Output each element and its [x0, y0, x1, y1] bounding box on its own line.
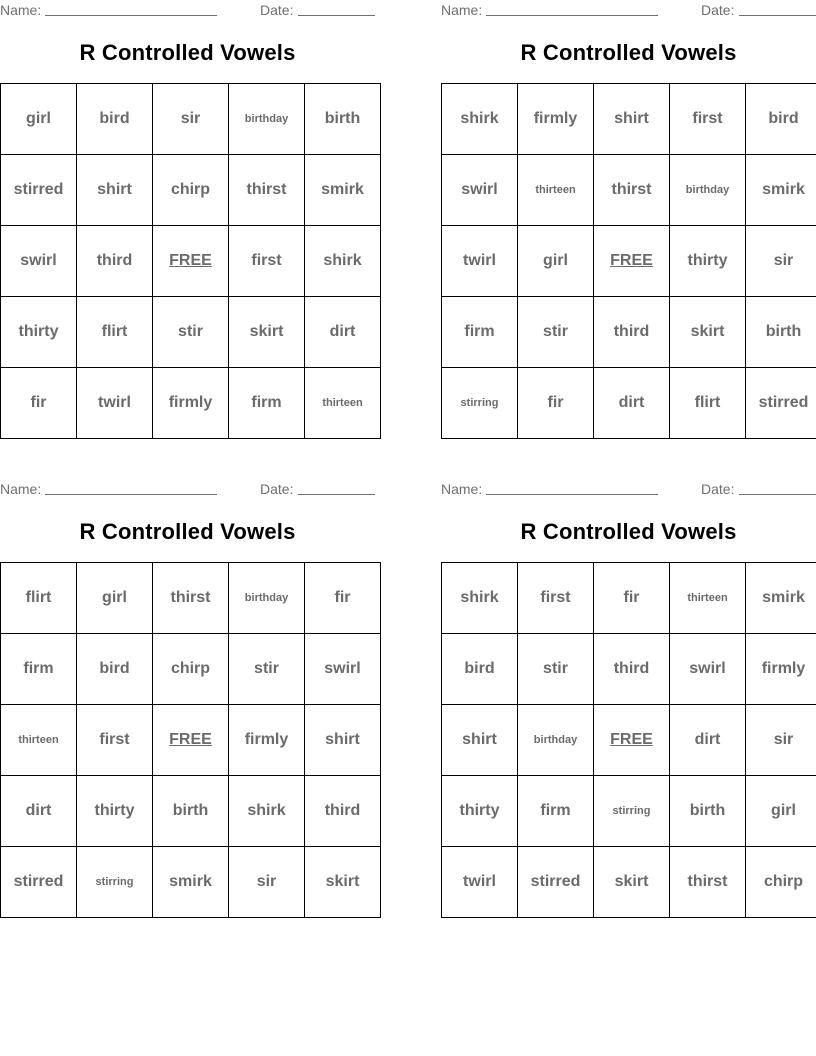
name-label: Name:	[441, 2, 483, 18]
card-title: R Controlled Vowels	[520, 519, 737, 544]
name-field[interactable]	[486, 494, 658, 495]
bingo-grid	[0, 562, 381, 918]
date-label: Date:	[260, 2, 294, 18]
date-field[interactable]	[298, 494, 375, 495]
bingo-card-3	[0, 479, 375, 890]
grid-row	[442, 226, 816, 297]
word-cell[interactable]: bird	[77, 84, 153, 155]
word-cell[interactable]: smirk	[746, 155, 816, 226]
grid-row	[442, 705, 816, 776]
word-cell[interactable]: birth	[746, 297, 816, 368]
word-cell[interactable]: firmly	[518, 84, 594, 155]
word-cell[interactable]: girl	[518, 226, 594, 297]
word-cell[interactable]: thirteen	[1, 705, 77, 776]
word-cell[interactable]: dirt	[594, 368, 670, 439]
word-cell[interactable]: bird	[442, 634, 518, 705]
word-cell[interactable]: thirst	[594, 155, 670, 226]
card-header	[0, 479, 375, 501]
word-cell[interactable]: first	[670, 84, 746, 155]
word-cell[interactable]: thirty	[1, 297, 77, 368]
name-field[interactable]	[45, 15, 217, 16]
word-cell[interactable]: shirk	[229, 776, 305, 847]
word-cell[interactable]: birth	[305, 84, 381, 155]
word-cell[interactable]: sir	[153, 84, 229, 155]
word-cell[interactable]: skirt	[305, 847, 381, 918]
name-label: Name:	[441, 481, 483, 497]
word-cell[interactable]: smirk	[746, 563, 816, 634]
card-title: R Controlled Vowels	[79, 40, 296, 65]
grid-row	[1, 297, 381, 368]
card-title: R Controlled Vowels	[520, 40, 737, 65]
word-cell[interactable]: firm	[518, 776, 594, 847]
word-cell[interactable]: birthday	[670, 155, 746, 226]
name-field[interactable]	[45, 494, 217, 495]
grid-row	[1, 226, 381, 297]
grid-row	[442, 155, 816, 226]
word-cell[interactable]: shirt	[442, 705, 518, 776]
word-cell[interactable]: birthday	[518, 705, 594, 776]
word-cell[interactable]: birthday	[229, 84, 305, 155]
name-label: Name:	[0, 481, 42, 497]
word-cell[interactable]: dirt	[1, 776, 77, 847]
word-cell[interactable]: sir	[229, 847, 305, 918]
word-cell[interactable]: stir	[518, 297, 594, 368]
word-cell[interactable]: firm	[1, 634, 77, 705]
grid-row	[1, 634, 381, 705]
word-cell[interactable]: bird	[746, 84, 816, 155]
word-cell[interactable]: stir	[229, 634, 305, 705]
word-cell[interactable]: firmly	[746, 634, 816, 705]
word-cell[interactable]: skirt	[229, 297, 305, 368]
word-cell[interactable]: girl	[77, 563, 153, 634]
grid-row	[442, 368, 816, 439]
bingo-card-1	[0, 0, 375, 411]
word-cell[interactable]: first	[77, 705, 153, 776]
bingo-card-4	[441, 479, 816, 890]
name-label: Name:	[0, 2, 42, 18]
word-cell[interactable]: thirty	[442, 776, 518, 847]
word-cell[interactable]: shirk	[305, 226, 381, 297]
word-cell[interactable]: first	[518, 563, 594, 634]
card-header	[441, 0, 816, 22]
word-cell[interactable]: firm	[229, 368, 305, 439]
word-cell[interactable]: smirk	[153, 847, 229, 918]
word-cell[interactable]: shirk	[442, 563, 518, 634]
card-header	[0, 0, 375, 22]
word-cell[interactable]: third	[305, 776, 381, 847]
word-cell[interactable]: stir	[153, 297, 229, 368]
free-space-cell[interactable]: FREE	[594, 226, 670, 297]
word-cell[interactable]: twirl	[442, 226, 518, 297]
card-title: R Controlled Vowels	[79, 519, 296, 544]
word-cell[interactable]: sir	[746, 705, 816, 776]
word-cell[interactable]: stirred	[518, 847, 594, 918]
date-label: Date:	[701, 481, 735, 497]
word-cell[interactable]: dirt	[305, 297, 381, 368]
word-cell[interactable]: birth	[153, 776, 229, 847]
word-cell[interactable]: stir	[518, 634, 594, 705]
word-cell[interactable]: flirt	[670, 368, 746, 439]
free-space-cell[interactable]: FREE	[153, 226, 229, 297]
date-label: Date:	[701, 2, 735, 18]
bingo-card-2	[441, 0, 816, 411]
word-cell[interactable]: stirred	[1, 155, 77, 226]
grid-row	[442, 297, 816, 368]
word-cell[interactable]: swirl	[1, 226, 77, 297]
word-cell[interactable]: thirst	[229, 155, 305, 226]
word-cell[interactable]: birthday	[229, 563, 305, 634]
word-cell[interactable]: shirk	[442, 84, 518, 155]
grid-row	[442, 776, 816, 847]
word-cell[interactable]: firmly	[229, 705, 305, 776]
word-cell[interactable]: swirl	[670, 634, 746, 705]
grid-row	[442, 847, 816, 918]
word-cell[interactable]: first	[229, 226, 305, 297]
word-cell[interactable]: shirt	[77, 155, 153, 226]
word-cell[interactable]: chirp	[746, 847, 816, 918]
word-cell[interactable]: dirt	[670, 705, 746, 776]
word-cell[interactable]: stirred	[746, 368, 816, 439]
free-space-cell[interactable]: FREE	[153, 705, 229, 776]
grid-row	[442, 634, 816, 705]
bingo-grid	[441, 562, 816, 918]
word-cell[interactable]: bird	[77, 634, 153, 705]
word-cell[interactable]: flirt	[1, 563, 77, 634]
word-cell[interactable]: girl	[1, 84, 77, 155]
word-cell[interactable]: fir	[518, 368, 594, 439]
name-field[interactable]	[486, 15, 658, 16]
word-cell[interactable]: thirty	[670, 226, 746, 297]
word-cell[interactable]: chirp	[153, 155, 229, 226]
word-cell[interactable]: sir	[746, 226, 816, 297]
grid-row	[1, 776, 381, 847]
word-cell[interactable]: shirt	[305, 705, 381, 776]
word-cell[interactable]: skirt	[594, 847, 670, 918]
word-cell[interactable]: stirring	[594, 776, 670, 847]
word-cell[interactable]: swirl	[442, 155, 518, 226]
word-cell[interactable]: fir	[1, 368, 77, 439]
card-header	[441, 479, 816, 501]
date-field[interactable]	[739, 15, 816, 16]
word-cell[interactable]: thirty	[77, 776, 153, 847]
word-cell[interactable]: shirt	[594, 84, 670, 155]
word-cell[interactable]: fir	[594, 563, 670, 634]
word-cell[interactable]: smirk	[305, 155, 381, 226]
word-cell[interactable]: stirring	[77, 847, 153, 918]
word-cell[interactable]: thirst	[670, 847, 746, 918]
grid-row	[1, 155, 381, 226]
word-cell[interactable]: stirred	[1, 847, 77, 918]
word-cell[interactable]: flirt	[77, 297, 153, 368]
grid-row	[442, 563, 816, 634]
word-cell[interactable]: firmly	[153, 368, 229, 439]
grid-row	[1, 705, 381, 776]
bingo-grid	[0, 83, 381, 439]
word-cell[interactable]: thirteen	[305, 368, 381, 439]
grid-row	[1, 84, 381, 155]
grid-row	[1, 368, 381, 439]
word-cell[interactable]: swirl	[305, 634, 381, 705]
word-cell[interactable]: third	[594, 634, 670, 705]
word-cell[interactable]: chirp	[153, 634, 229, 705]
grid-row	[1, 847, 381, 918]
word-cell[interactable]: thirteen	[670, 563, 746, 634]
word-cell[interactable]: stirring	[442, 368, 518, 439]
free-space-cell[interactable]: FREE	[594, 705, 670, 776]
word-cell[interactable]: third	[594, 297, 670, 368]
word-cell[interactable]: twirl	[77, 368, 153, 439]
word-cell[interactable]: skirt	[670, 297, 746, 368]
grid-row	[442, 84, 816, 155]
word-cell[interactable]: twirl	[442, 847, 518, 918]
word-cell[interactable]: thirteen	[518, 155, 594, 226]
grid-row	[1, 563, 381, 634]
word-cell[interactable]: birth	[670, 776, 746, 847]
word-cell[interactable]: third	[77, 226, 153, 297]
date-field[interactable]	[298, 15, 375, 16]
word-cell[interactable]: girl	[746, 776, 816, 847]
date-label: Date:	[260, 481, 294, 497]
word-cell[interactable]: fir	[305, 563, 381, 634]
word-cell[interactable]: firm	[442, 297, 518, 368]
bingo-grid	[441, 83, 816, 439]
word-cell[interactable]: thirst	[153, 563, 229, 634]
date-field[interactable]	[739, 494, 816, 495]
